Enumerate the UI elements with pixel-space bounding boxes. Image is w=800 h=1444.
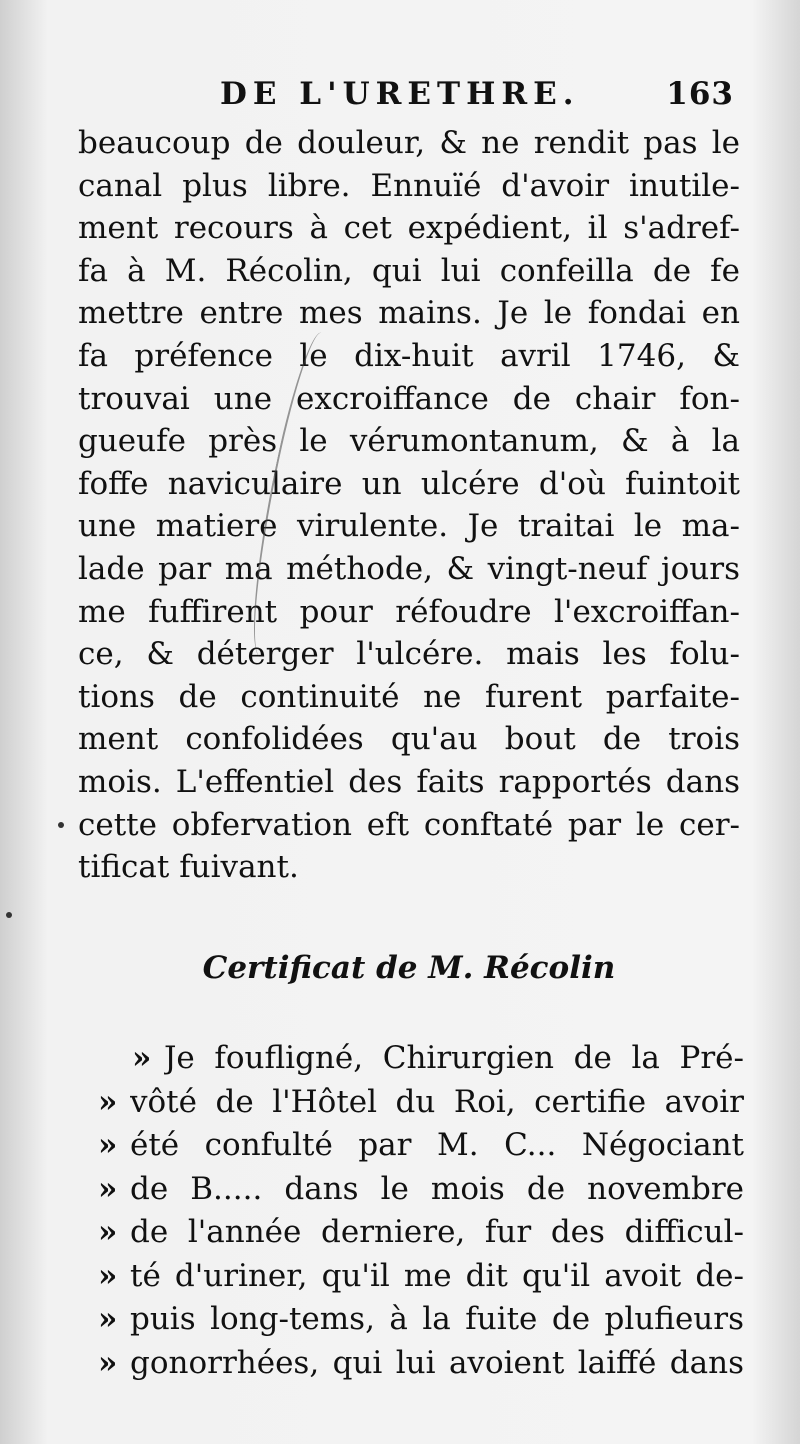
quote-mark: » xyxy=(98,1257,118,1294)
text-line: mois. L'effentiel des faits rapportés dans xyxy=(78,763,740,800)
certificate-heading: Certificat de M. Récolin xyxy=(202,950,616,986)
text-line: gueufe près le vérumontanum, & à la xyxy=(78,423,740,460)
quote-mark: » xyxy=(98,1344,118,1381)
page-number: 163 xyxy=(666,76,734,112)
text-line: trouvai une excroiffance de chair fon- xyxy=(78,380,740,417)
quote-mark: » xyxy=(98,1170,118,1207)
certificate-quote xyxy=(98,1037,744,1385)
text-line: tificat fuivant. xyxy=(78,849,299,886)
text-line: mettre entre mes mains. Je le fondai en xyxy=(78,295,740,332)
quote-line xyxy=(98,1255,744,1299)
quote-mark: » xyxy=(132,1040,152,1076)
quote-line xyxy=(98,1211,744,1255)
quote-mark: » xyxy=(98,1127,118,1163)
quote-text: vôté de l'Hôtel du Roi, certifie avoir xyxy=(130,1083,744,1120)
text-line: ment confolidées qu'au bout de trois xyxy=(78,721,740,758)
page-header xyxy=(220,76,740,120)
quote-text: puis long-tems, à la fuite de plufieurs xyxy=(130,1301,744,1337)
text-line: une matiere virulente. Je traitai le ma- xyxy=(78,508,740,545)
text-line: cette obfervation eft conftaté par le cer- xyxy=(78,806,740,843)
quote-line xyxy=(98,1342,744,1386)
quote-text: de l'année derniere, fur des difficul- xyxy=(130,1214,744,1250)
ink-speck xyxy=(6,912,12,918)
quote-line xyxy=(98,1124,744,1168)
text-line: ment recours à cet expédient, il s'adref- xyxy=(78,210,740,247)
quote-mark: » xyxy=(98,1301,118,1337)
quote-line xyxy=(98,1298,744,1342)
body-text xyxy=(78,122,740,889)
text-line: canal plus libre. Ennuïé d'avoir inutile- xyxy=(78,167,740,204)
ink-speck xyxy=(58,822,64,828)
text-line: foffe naviculaire un ulcére d'où fuintoit xyxy=(78,465,740,502)
quote-mark: » xyxy=(98,1214,118,1250)
quote-text: té d'uriner, qu'il me dit qu'il avoit de- xyxy=(130,1257,744,1294)
text-line: fa préfence le dix-huit avril 1746, & xyxy=(78,337,740,374)
quote-text: gonorrhées, qui lui avoient laiffé dans xyxy=(130,1344,744,1381)
text-line: me fuffirent pour réfoudre l'excroiffan- xyxy=(78,593,740,630)
quote-mark: » xyxy=(98,1083,118,1120)
text-line: lade par ma méthode, & vingt-neuf jours xyxy=(78,550,740,587)
quote-text: été confulté par M. C... Négociant xyxy=(130,1127,744,1163)
running-title: DE L'URETHRE. xyxy=(220,76,580,112)
text-line: beaucoup de douleur, & ne rendit pas le xyxy=(78,125,740,161)
text-line: tions de continuité ne furent parfaite- xyxy=(78,678,740,715)
text-line: fa à M. Récolin, qui lui confeilla de fe xyxy=(78,252,740,289)
quote-text: Je foufligné, Chirurgien de la Pré- xyxy=(164,1040,744,1076)
quote-line xyxy=(98,1037,744,1081)
text-line: ce, & déterger l'ulcére. mais les folu- xyxy=(78,636,740,673)
quote-line xyxy=(98,1168,744,1212)
quote-text: de B..... dans le mois de novembre xyxy=(130,1170,744,1207)
quote-line xyxy=(98,1081,744,1125)
